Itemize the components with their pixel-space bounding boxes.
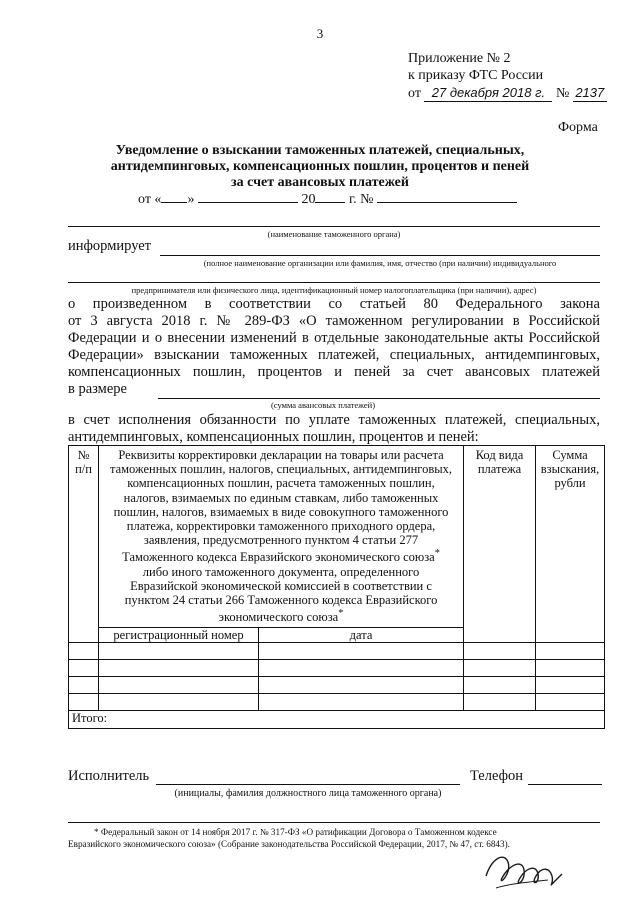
customs-body-field[interactable] bbox=[68, 226, 600, 227]
body-line: о произведенном в соответствии со статьей 80 Федерального закона bbox=[68, 296, 600, 312]
org-name-caption: (полное наименование организации или фамилия, имя, отчество (при наличии) индивидуального bbox=[203, 258, 557, 268]
phone-field[interactable] bbox=[528, 784, 602, 785]
appendix-order: к приказу ФТС России bbox=[408, 68, 544, 83]
col-header-number: № п/п bbox=[69, 446, 99, 643]
table-cell[interactable] bbox=[464, 676, 536, 693]
org-details-field[interactable] bbox=[68, 282, 600, 283]
appendix-number-prefix: № bbox=[555, 86, 570, 101]
informs-label: информирует bbox=[68, 238, 152, 254]
year-blank[interactable] bbox=[315, 202, 345, 203]
org-name-field[interactable] bbox=[160, 255, 600, 256]
table-cell[interactable] bbox=[69, 642, 99, 659]
document-title bbox=[60, 143, 580, 191]
appendix-title: Приложение № 2 bbox=[408, 51, 511, 66]
table-row[interactable] bbox=[69, 676, 605, 693]
table-cell[interactable] bbox=[99, 676, 259, 693]
footnote-divider bbox=[68, 822, 600, 823]
title-line-3: за счет авансовых платежей bbox=[231, 175, 409, 190]
fulfil-line: в счет исполнения обязанности по уплате таможенных платежей, специальных, bbox=[68, 412, 600, 428]
body-line: от 3 августа 2018 г. № 289-ФЗ «О таможенном регулировании в Российской bbox=[68, 313, 600, 329]
table-cell[interactable] bbox=[464, 659, 536, 676]
table-cell[interactable] bbox=[69, 659, 99, 676]
table-cell[interactable] bbox=[69, 693, 99, 710]
org-details-caption: предпринимателя или физического лица, идентификационный номер налогоплательщика (при наличии), адрес) bbox=[131, 285, 537, 295]
table-cell[interactable] bbox=[464, 642, 536, 659]
executor-label: Исполнитель bbox=[68, 768, 150, 784]
appendix-from-prefix: от bbox=[408, 86, 421, 101]
table-cell[interactable] bbox=[536, 676, 605, 693]
body-line: компенсационных пошлин, процентов и пеней за счет авансовых платежей bbox=[68, 364, 600, 380]
table-cell[interactable] bbox=[536, 693, 605, 710]
notice-date-line bbox=[138, 192, 517, 208]
requisites-text: Реквизиты корректировки декларации на товары или расчета таможенных пошлин, налогов, специальных, антидемпинговых, компенсационных пошлин, расчета таможенных пошлин, налогов, взимаемых по единым ставкам, либо таможенных пошлин, налогов, взимаемых в виде совокупного таможенного платежа, корректировки таможенного приходного ордера, заявления, предусмотренного пунктом 4 статьи 277 Таможенного кодекса Евразийского экономического союза* либо иного таможенного документа, определенного Евразийской экономической комиссией в соответствии с пунктом 24 статьи 266 Таможенного кодекса Евразийского экономического союза* bbox=[109, 448, 453, 625]
title-line-1: Уведомление о взыскании таможенных платежей, специальных, bbox=[115, 143, 525, 158]
advance-sum-caption: (сумма авансовых платежей) bbox=[270, 400, 376, 410]
col-header-sum: Сумма взыскания, рубли bbox=[536, 446, 605, 643]
notice-body bbox=[68, 296, 600, 381]
amount-label: в размере bbox=[68, 381, 127, 397]
payments-table bbox=[68, 445, 605, 729]
page-number: 3 bbox=[316, 26, 324, 41]
form-label: Форма bbox=[558, 120, 598, 135]
officer-caption: (инициалы, фамилия должностного лица таможенного органа) bbox=[174, 788, 442, 799]
month-blank[interactable] bbox=[198, 202, 298, 203]
table-row[interactable] bbox=[69, 659, 605, 676]
fulfil-line: антидемпинговых, компенсационных пошлин, процентов и пеней: bbox=[68, 429, 479, 445]
table-cell[interactable] bbox=[536, 642, 605, 659]
signature-icon bbox=[478, 838, 568, 898]
signature-image bbox=[478, 838, 568, 903]
table-cell[interactable] bbox=[99, 693, 259, 710]
total-row bbox=[69, 710, 605, 728]
footnote-line-1: * Федеральный закон от 14 ноября 2017 г. № 317-ФЗ «О ратификации Договора о Таможенном кодексе bbox=[94, 827, 497, 837]
table-cell[interactable] bbox=[259, 659, 464, 676]
table-cell[interactable] bbox=[259, 693, 464, 710]
table-cell[interactable] bbox=[259, 642, 464, 659]
appendix-date: 27 декабря 2018 г. bbox=[424, 84, 552, 102]
appendix-number: 2137 bbox=[573, 84, 607, 102]
total-cell: Итого: bbox=[69, 710, 605, 728]
footnote-mark: * bbox=[434, 548, 440, 560]
table-cell[interactable] bbox=[259, 676, 464, 693]
date-open: от « bbox=[138, 192, 162, 207]
executor-field[interactable] bbox=[156, 784, 460, 785]
table-cell[interactable] bbox=[99, 659, 259, 676]
table-cell[interactable] bbox=[69, 676, 99, 693]
table-cell[interactable] bbox=[536, 659, 605, 676]
sub-header-date: дата bbox=[259, 627, 464, 642]
body-line: Федерации» взыскании таможенных платежей, специальных, антидемпинговых, bbox=[68, 347, 600, 363]
appendix-date-line bbox=[408, 84, 607, 102]
day-blank[interactable] bbox=[161, 202, 187, 203]
phone-label: Телефон bbox=[470, 768, 523, 784]
advance-sum-field[interactable] bbox=[158, 398, 600, 399]
table-cell[interactable] bbox=[464, 693, 536, 710]
table-cell[interactable] bbox=[99, 642, 259, 659]
sub-header-reg-number: регистрационный номер bbox=[99, 627, 259, 642]
fulfil-text bbox=[68, 412, 600, 446]
col-header-payment-code: Код вида платежа bbox=[464, 446, 536, 643]
customs-body-caption: (наименование таможенного органа) bbox=[267, 229, 401, 239]
number-prefix: г. № bbox=[348, 192, 374, 207]
date-close: » bbox=[187, 192, 195, 207]
table-row[interactable] bbox=[69, 642, 605, 659]
col-header-requisites bbox=[99, 446, 464, 628]
title-line-2: антидемпинговых, компенсационных пошлин, процентов и пеней bbox=[110, 159, 530, 174]
footnote-mark: * bbox=[338, 608, 344, 620]
notice-number-blank[interactable] bbox=[377, 202, 517, 203]
footnote-line-2: Евразийского экономического союза» (Собрание законодательства Российской Федерации, 2017, № 47, ст. 6843). bbox=[68, 839, 510, 849]
year-prefix: 20 bbox=[301, 192, 316, 207]
body-line: Федерации и о внесении изменений в отдельные законодательные акты Российской bbox=[68, 330, 600, 346]
table-row[interactable] bbox=[69, 693, 605, 710]
